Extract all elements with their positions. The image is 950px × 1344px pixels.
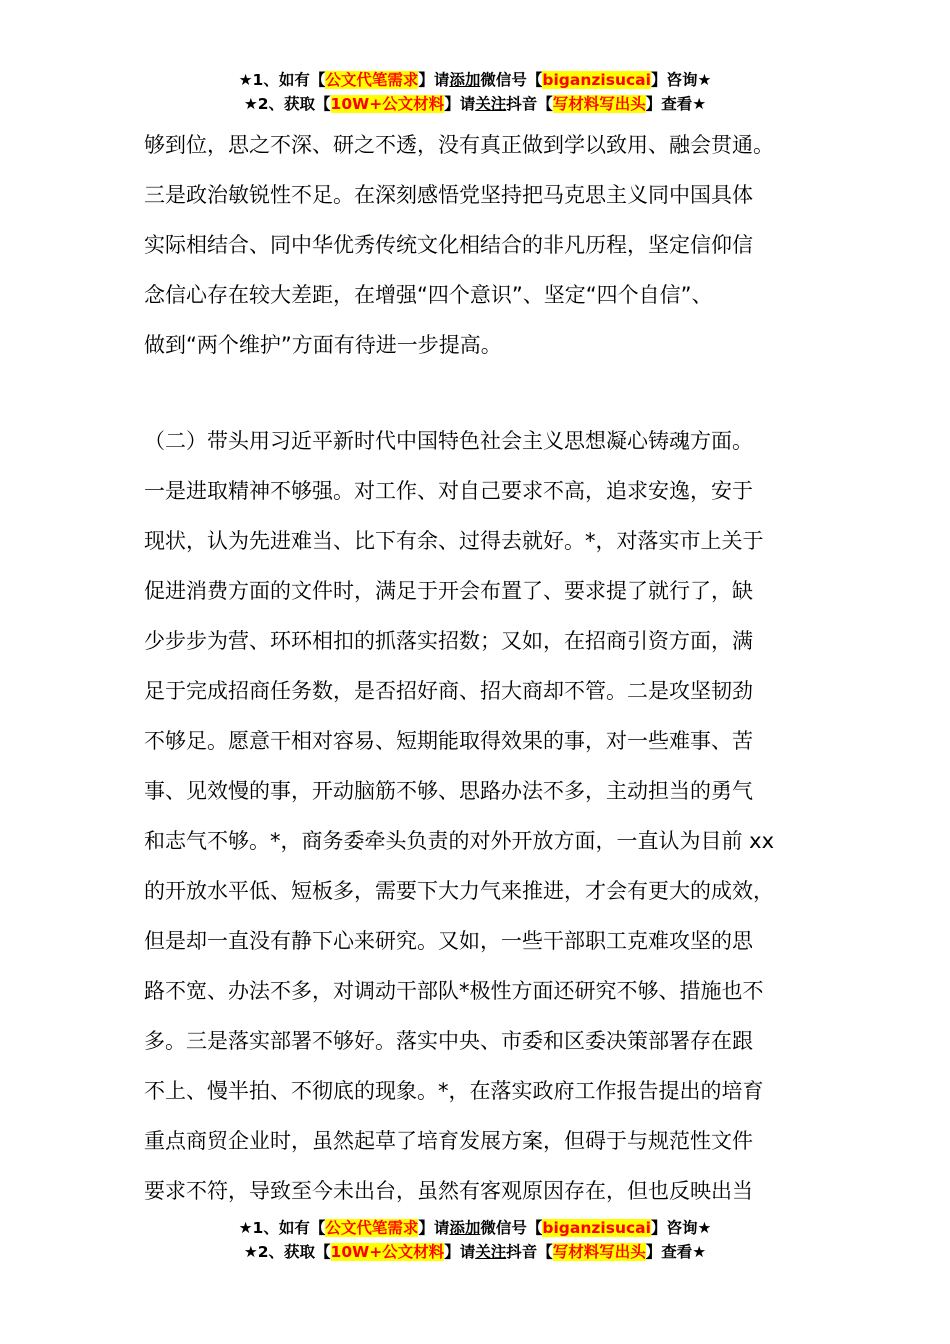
- banner-underline: 关注: [475, 95, 507, 113]
- text-line: 多。三是落实部署不够好。落实中央、市委和区委决策部署存在跟: [144, 1029, 753, 1053]
- highlight-wechat: biganzisucai: [542, 71, 651, 89]
- banner-text: 微信号【: [480, 71, 543, 89]
- header-banner: [0, 68, 950, 116]
- text-line: 和志气不够。*，商务委牵头负责的对外开放方面，一直认为目前 xx: [144, 829, 775, 853]
- highlight-douyin: 写材料写出头: [552, 1243, 646, 1261]
- banner-text: ★2、获取【: [243, 95, 331, 113]
- highlight-douyin: 写材料写出头: [552, 95, 646, 113]
- banner-underline: 关注: [475, 1243, 507, 1261]
- banner-text: 】请: [444, 1243, 476, 1261]
- banner-line-2: [0, 1240, 950, 1264]
- text-line: 要求不符，导致至今未出台，虽然有客观原因存在，但也反映出当: [144, 1179, 753, 1203]
- text-line: 足于完成招商任务数，是否招好商、招大商却不管。二是攻坚韧劲: [144, 679, 753, 703]
- text-line: 现状，认为先进难当、比下有余、过得去就好。*，对落实市上关于: [144, 529, 764, 553]
- text-line: 三是政治敏锐性不足。在深刻感悟党坚持把马克思主义同中国具体: [144, 183, 753, 207]
- text-line: 事、见效慢的事，开动脑筋不够、思路办法不多，主动担当的勇气: [144, 779, 753, 803]
- paragraph-section-two: [144, 416, 834, 1216]
- banner-text: 】查看★: [645, 95, 707, 113]
- highlight-service: 公文代笔需求: [325, 71, 419, 89]
- banner-text: 】查看★: [645, 1243, 707, 1261]
- banner-underline: 添加: [449, 1219, 481, 1237]
- footer-banner: [0, 1216, 950, 1264]
- banner-text: 】咨询★: [650, 71, 712, 89]
- section-heading: （二）带头用习近平新时代中国特色社会主义思想凝心铸魂方面。: [144, 429, 753, 453]
- document-body: [144, 120, 834, 1216]
- text-line: 不够足。愿意干相对容易、短期能取得效果的事，对一些难事、苦: [144, 729, 753, 753]
- banner-line-2: [0, 92, 950, 116]
- banner-text: ★1、如有【: [238, 1219, 326, 1237]
- text-line: 一是进取精神不够强。对工作、对自己要求不高，追求安逸，安于: [144, 479, 753, 503]
- text-line: 但是却一直没有静下心来研究。又如，一些干部职工克难攻坚的思: [144, 929, 753, 953]
- text-line: 重点商贸企业时，虽然起草了培育发展方案，但碍于与规范性文件: [144, 1129, 753, 1153]
- highlight-wechat: biganzisucai: [542, 1219, 651, 1237]
- highlight-materials: 10W+公文材料: [330, 1243, 445, 1261]
- banner-text: ★2、获取【: [243, 1243, 331, 1261]
- highlight-materials: 10W+公文材料: [330, 95, 445, 113]
- banner-text: 】咨询★: [650, 1219, 712, 1237]
- banner-line-1: [0, 1216, 950, 1240]
- text-line: 促进消费方面的文件时，满足于开会布置了、要求提了就行了，缺: [144, 579, 753, 603]
- highlight-service: 公文代笔需求: [325, 1219, 419, 1237]
- banner-underline: 添加: [449, 71, 481, 89]
- text-line: 做到“两个维护”方面有待进一步提高。: [144, 333, 502, 357]
- paragraph-gap: [144, 370, 834, 416]
- banner-line-1: [0, 68, 950, 92]
- banner-text: 】请: [444, 95, 476, 113]
- banner-text: ★1、如有【: [238, 71, 326, 89]
- banner-text: 抖音【: [506, 95, 553, 113]
- text-line: 够到位，思之不深、研之不透，没有真正做到学以致用、融会贯通。: [144, 133, 774, 157]
- banner-text: 抖音【: [506, 1243, 553, 1261]
- paragraph-political: [144, 120, 834, 370]
- text-line: 不上、慢半拍、不彻底的现象。*，在落实政府工作报告提出的培育: [144, 1079, 764, 1103]
- text-line: 实际相结合、同中华优秀传统文化相结合的非凡历程，坚定信仰信: [144, 233, 753, 257]
- text-line: 的开放水平低、短板多，需要下大力气来推进，才会有更大的成效，: [144, 879, 774, 903]
- text-line: 念信心存在较大差距，在增强“四个意识”、坚定“四个自信”、: [144, 283, 713, 307]
- text-line: 路不宽、办法不多，对调动干部队*极性方面还研究不够、措施也不: [144, 979, 764, 1003]
- text-line: 少步步为营、环环相扣的抓落实招数；又如，在招商引资方面，满: [144, 629, 753, 653]
- banner-text: 微信号【: [480, 1219, 543, 1237]
- banner-text: 】请: [418, 1219, 450, 1237]
- banner-text: 】请: [418, 71, 450, 89]
